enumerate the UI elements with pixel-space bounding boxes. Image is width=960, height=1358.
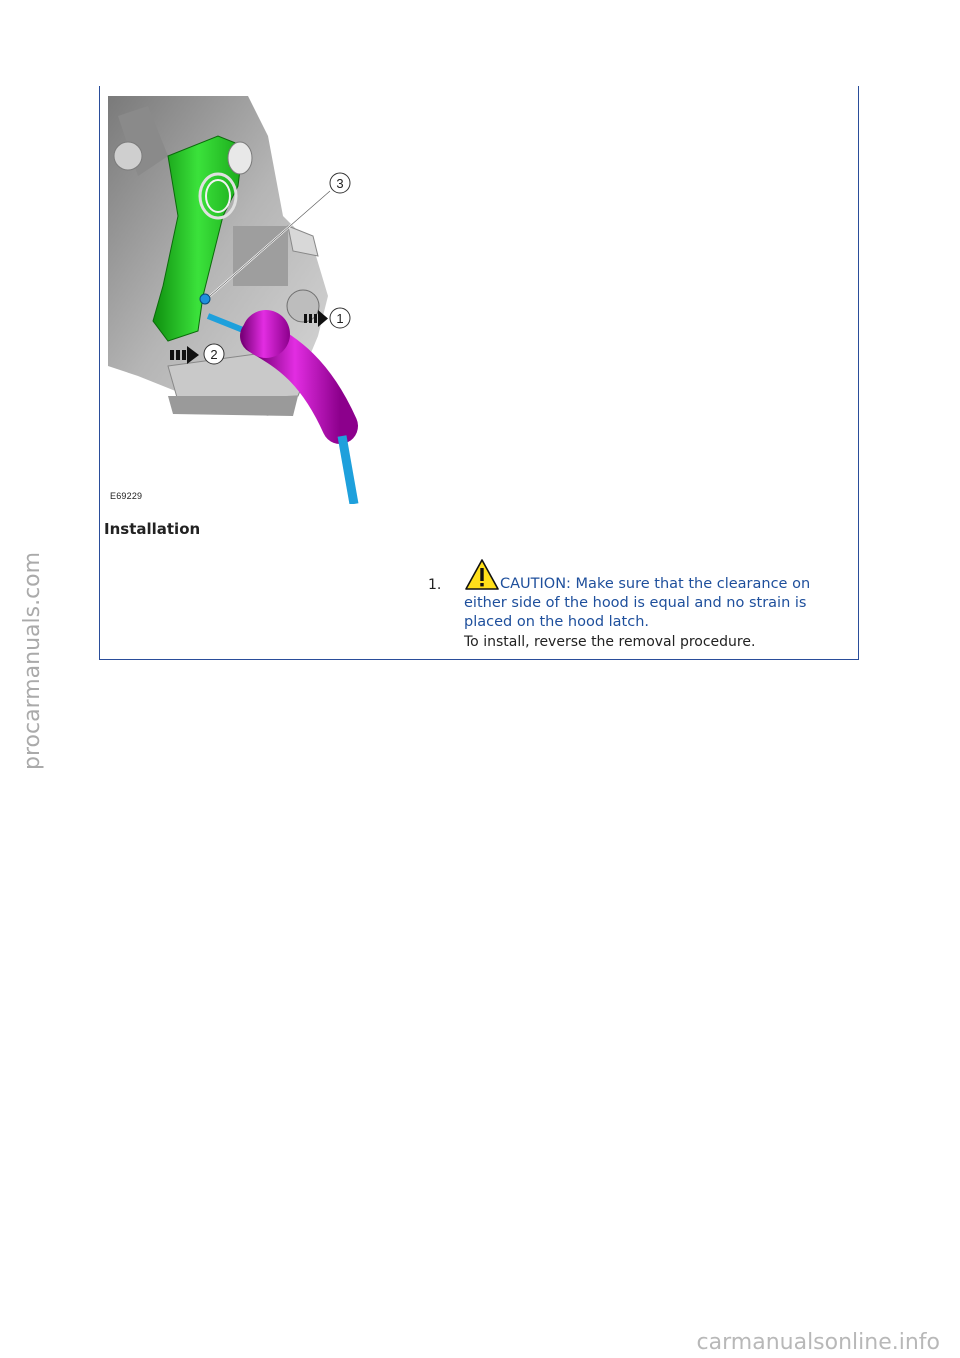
callout-1 [330,308,350,328]
step-number: 1. [428,577,442,593]
watermark-left: procarmanuals.com [20,551,45,770]
section-heading: Installation [104,520,201,538]
svg-text:2: 2 [210,347,218,362]
svg-text:1: 1 [336,311,344,326]
callout-3 [330,173,350,193]
caution-text: CAUTION: Make sure that the clearance on either side of the hood is equal and no strain is placed on the hood latch. [464,576,811,630]
figure-code: E69229 [110,491,143,501]
step-instruction: To install, reverse the removal procedure. [464,634,756,650]
watermark-bottom: carmanualsonline.info [696,1330,940,1355]
svg-text:3: 3 [336,176,344,191]
callout-2 [204,344,224,364]
hood-latch-cable-illustration [108,96,364,504]
